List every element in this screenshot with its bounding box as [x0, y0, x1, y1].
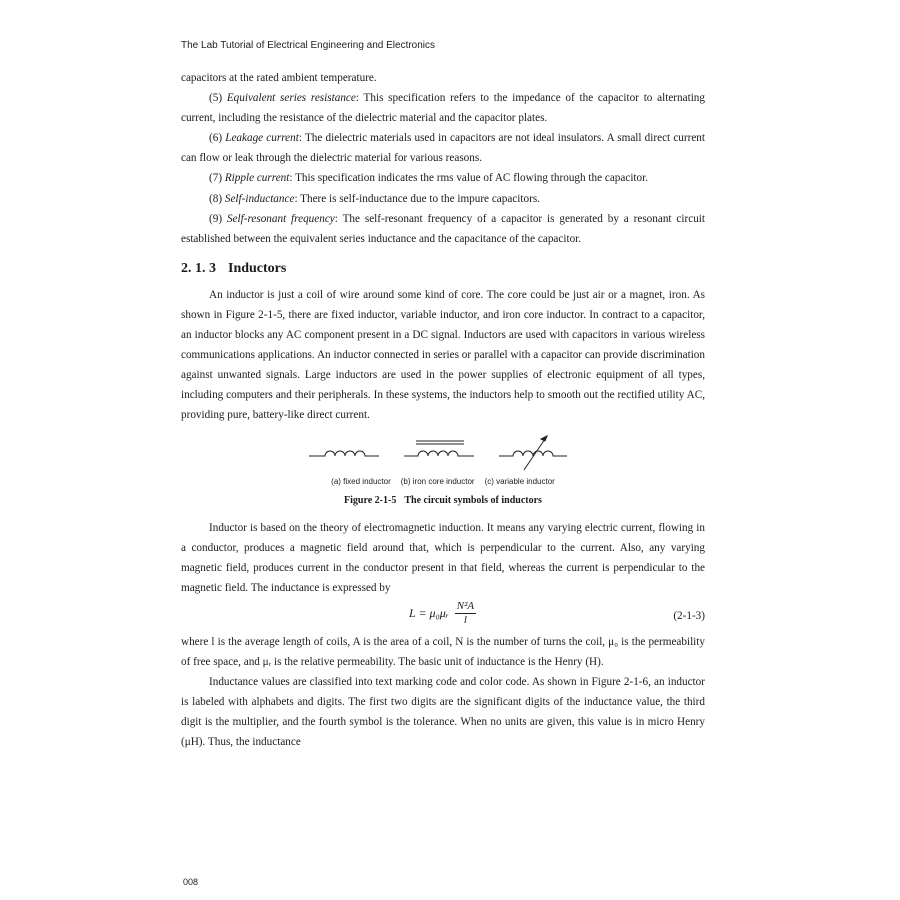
section-number: 2. 1. 3 [181, 260, 216, 276]
spec-item-text: The self-resonant frequency of a capacitor is generated by a resonant circuit established between the equivalent series inductance and the capacitance of the capacitor. [181, 212, 705, 245]
section-title: Inductors [228, 260, 287, 276]
spec-item-number: (5) [209, 92, 223, 105]
equation-numerator: N²A [456, 599, 475, 612]
figure-label: Figure 2-1-5 [344, 494, 397, 506]
inductor-intro-paragraph: An inductor is just a coil of wire around some kind of core. The core could be just air or a magnet, iron. As shown in Figure 2-1-5, there are fixed inductor, variable inductor, and iron core inductor. In contract to a capacitor, an inductor blocks any AC component present in a DC signal. Inductors are used with capacitors in various wireless communications applications. An inductor connected in series or parallel with a capacitor can provide discrimination against unwanted signals. Large inductors are used in the power supplies of electronic equipment of all types, including computers and their peripherals. In these systems, the inductors help to smooth out the rectified utility AC, providing pure, battery-like direct current. [181, 288, 705, 422]
page-number: 008 [183, 877, 199, 887]
spec-item-6 [181, 128, 705, 168]
spec-item-sep: : [355, 92, 359, 105]
equation-lhs: L = μ₀μᵣ [409, 606, 449, 621]
spec-intro-line: capacitors at the rated ambient temperature. [181, 72, 377, 84]
spec-item-term: Equivalent series resistance [226, 92, 356, 105]
caption-iron-core-inductor: (b) iron core inductor [400, 476, 475, 486]
spec-item-term: Self-inductance [224, 192, 295, 205]
section-heading [181, 259, 705, 279]
spec-item-number: (8) [209, 192, 223, 205]
iron-core-inductor-symbol [404, 441, 474, 456]
spec-item-term: Leakage current [225, 132, 299, 145]
spec-item-5 [181, 88, 705, 128]
caption-fixed-inductor: (a) fixed inductor [331, 476, 391, 486]
caption-variable-inductor: (c) variable inductor [484, 476, 555, 486]
fixed-inductor-symbol [309, 451, 379, 456]
equation-body [409, 600, 476, 627]
spec-item-sep: : [334, 212, 338, 225]
figure-title: The circuit symbols of inductors [404, 494, 542, 506]
variable-inductor-symbol [499, 436, 567, 470]
equation-number: (2-1-3) [673, 609, 705, 622]
inductor-symbols-figure [181, 432, 705, 508]
spec-item-7 [181, 168, 705, 188]
spec-item-text: This specification refers to the impedance of the capacitor to alternating current, including the resistance of the dielectric material and the capacitor plates. [181, 92, 705, 125]
spec-item-term: Self-resonant frequency [226, 212, 335, 225]
inductance-marking-paragraph: Inductance values are classified into text marking code and color code. As shown in Figure 2-1-6, an inductor is labeled with alphabets and digits. The first two digits are the significant digits of the inductance value, the third digit is the multiplier, and the fourth symbol is the tolerance. When no units are given, this value is in micro Henry (μH). Thus, the inductance [181, 676, 705, 749]
figure-subcaptions [181, 476, 705, 488]
spec-item-number: (9) [209, 212, 223, 225]
spec-item-number: (7) [209, 172, 223, 185]
page-body [181, 68, 705, 752]
inductor-symbols-diagram [303, 432, 583, 472]
spec-item-text: This specification indicates the rms value of AC flowing through the capacitor. [295, 172, 649, 185]
spec-item-text: The dielectric materials used in capacitors are not ideal insulators. A small direct current can flow or leak through the dielectric material for various reasons. [181, 132, 706, 165]
variable-definitions-paragraph: where l is the average length of coils, A is the area of a coil, N is the number of turns the coil, μ₀ is the permeability of free space, and μᵣ is the relative permeability. The basic unit of inductance is the Henry (H). [181, 635, 705, 668]
spec-item-sep: : [298, 132, 302, 145]
equation-fraction [455, 600, 476, 627]
spec-item-term: Ripple current [224, 172, 290, 185]
spec-item-number: (6) [209, 132, 223, 145]
running-header: The Lab Tutorial of Electrical Engineering and Electronics [181, 40, 436, 51]
inductance-equation [181, 598, 705, 632]
spec-item-sep: : [294, 192, 298, 205]
spec-item-8 [181, 189, 705, 209]
spec-item-sep: : [289, 172, 293, 185]
spec-item-9 [181, 209, 705, 249]
spec-item-text: There is self-inductance due to the impure capacitors. [300, 192, 540, 205]
equation-denominator: l [463, 613, 467, 626]
figure-caption [181, 494, 705, 508]
induction-theory-paragraph: Inductor is based on the theory of electromagnetic induction. It means any varying electric current, flowing in a conductor, produces a magnetic field around that, which is perpendicular to the current. Also, any varying magnetic field, produces current in the conductor present in that field, whereas the current is perpendicular to the magnetic field. The inductance is expressed by [181, 521, 705, 594]
